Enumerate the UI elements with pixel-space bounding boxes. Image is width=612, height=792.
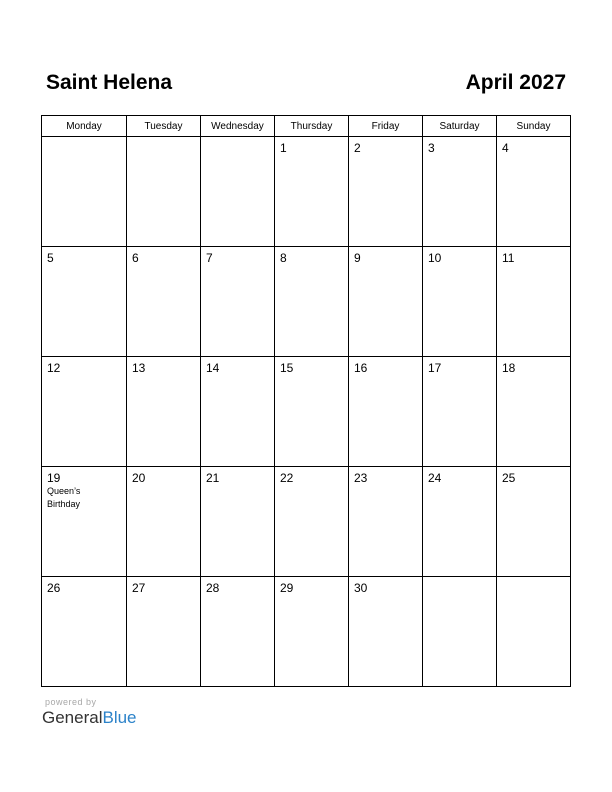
day-number: 11 [502, 251, 515, 265]
day-cell [423, 577, 497, 687]
day-cell [275, 247, 349, 357]
week-row [42, 577, 571, 687]
day-cell [497, 137, 571, 247]
powered-by-text: powered by [45, 697, 97, 707]
week-row [42, 467, 571, 577]
weekday-header: Friday [349, 116, 423, 137]
day-number: 18 [502, 361, 516, 375]
country-title: Saint Helena [46, 71, 173, 94]
day-cell [423, 247, 497, 357]
day-cell [497, 467, 571, 577]
day-number: 16 [354, 361, 368, 375]
day-number: 8 [280, 251, 287, 265]
day-number: 27 [132, 581, 146, 595]
day-number: 20 [132, 471, 146, 485]
day-cell [349, 467, 423, 577]
holiday-label: Queen’s [47, 486, 81, 496]
day-number: 7 [206, 251, 213, 265]
day-number: 22 [280, 471, 294, 485]
day-cell [497, 247, 571, 357]
day-number: 3 [428, 141, 435, 155]
day-number: 1 [280, 141, 287, 155]
day-cell [127, 247, 201, 357]
day-number: 28 [206, 581, 220, 595]
day-number: 12 [47, 361, 61, 375]
day-number: 21 [206, 471, 220, 485]
day-number: 25 [502, 471, 516, 485]
day-cell [127, 137, 201, 247]
week-row [42, 357, 571, 467]
day-cell [423, 137, 497, 247]
day-number: 23 [354, 471, 368, 485]
day-number: 6 [132, 251, 139, 265]
week-row [42, 247, 571, 357]
day-number: 2 [354, 141, 361, 155]
day-cell [423, 357, 497, 467]
day-cell [127, 467, 201, 577]
day-number: 14 [206, 361, 220, 375]
day-number [127, 137, 200, 141]
day-cell [127, 577, 201, 687]
day-cell [42, 137, 127, 247]
day-number: 26 [47, 581, 61, 595]
weekday-header: Monday [42, 116, 127, 137]
day-cell [201, 467, 275, 577]
weekday-header: Saturday [423, 116, 497, 137]
day-cell [423, 467, 497, 577]
day-number [42, 137, 126, 141]
day-number: 5 [47, 251, 54, 265]
day-cell [275, 577, 349, 687]
day-number: 9 [354, 251, 361, 265]
day-cell [497, 357, 571, 467]
day-number: 24 [428, 471, 442, 485]
week-row [42, 137, 571, 247]
month-year-title: April 2027 [465, 71, 566, 94]
day-cell [201, 247, 275, 357]
day-cell [275, 137, 349, 247]
day-cell [42, 467, 127, 577]
day-number: 29 [280, 581, 294, 595]
weekday-header: Thursday [275, 116, 349, 137]
day-cell [42, 577, 127, 687]
day-cell [201, 577, 275, 687]
weekday-header-row [42, 116, 571, 137]
day-cell [127, 357, 201, 467]
day-number [201, 137, 274, 141]
weekday-header: Sunday [497, 116, 571, 137]
day-cell [42, 357, 127, 467]
day-number: 30 [354, 581, 368, 595]
day-number: 4 [502, 141, 509, 155]
day-number: 19 [47, 471, 61, 485]
day-cell [349, 247, 423, 357]
day-number [423, 577, 496, 581]
day-number: 17 [428, 361, 442, 375]
day-cell [275, 357, 349, 467]
brand-blue: Blue [102, 708, 137, 727]
holiday-label: Birthday [47, 499, 81, 509]
day-cell [349, 137, 423, 247]
day-number: 10 [428, 251, 442, 265]
day-cell [349, 357, 423, 467]
day-cell [201, 137, 275, 247]
weekday-header: Wednesday [201, 116, 275, 137]
day-cell [42, 247, 127, 357]
brand-general: General [42, 708, 103, 727]
calendar-grid [41, 115, 571, 687]
brand-wordmark [42, 708, 137, 728]
generalblue-logo[interactable] [42, 697, 137, 728]
day-cell [349, 577, 423, 687]
weekday-header: Tuesday [127, 116, 201, 137]
day-cell [275, 467, 349, 577]
day-number: 13 [132, 361, 146, 375]
day-number: 15 [280, 361, 294, 375]
day-number [497, 577, 570, 581]
day-cell [201, 357, 275, 467]
day-cell [497, 577, 571, 687]
